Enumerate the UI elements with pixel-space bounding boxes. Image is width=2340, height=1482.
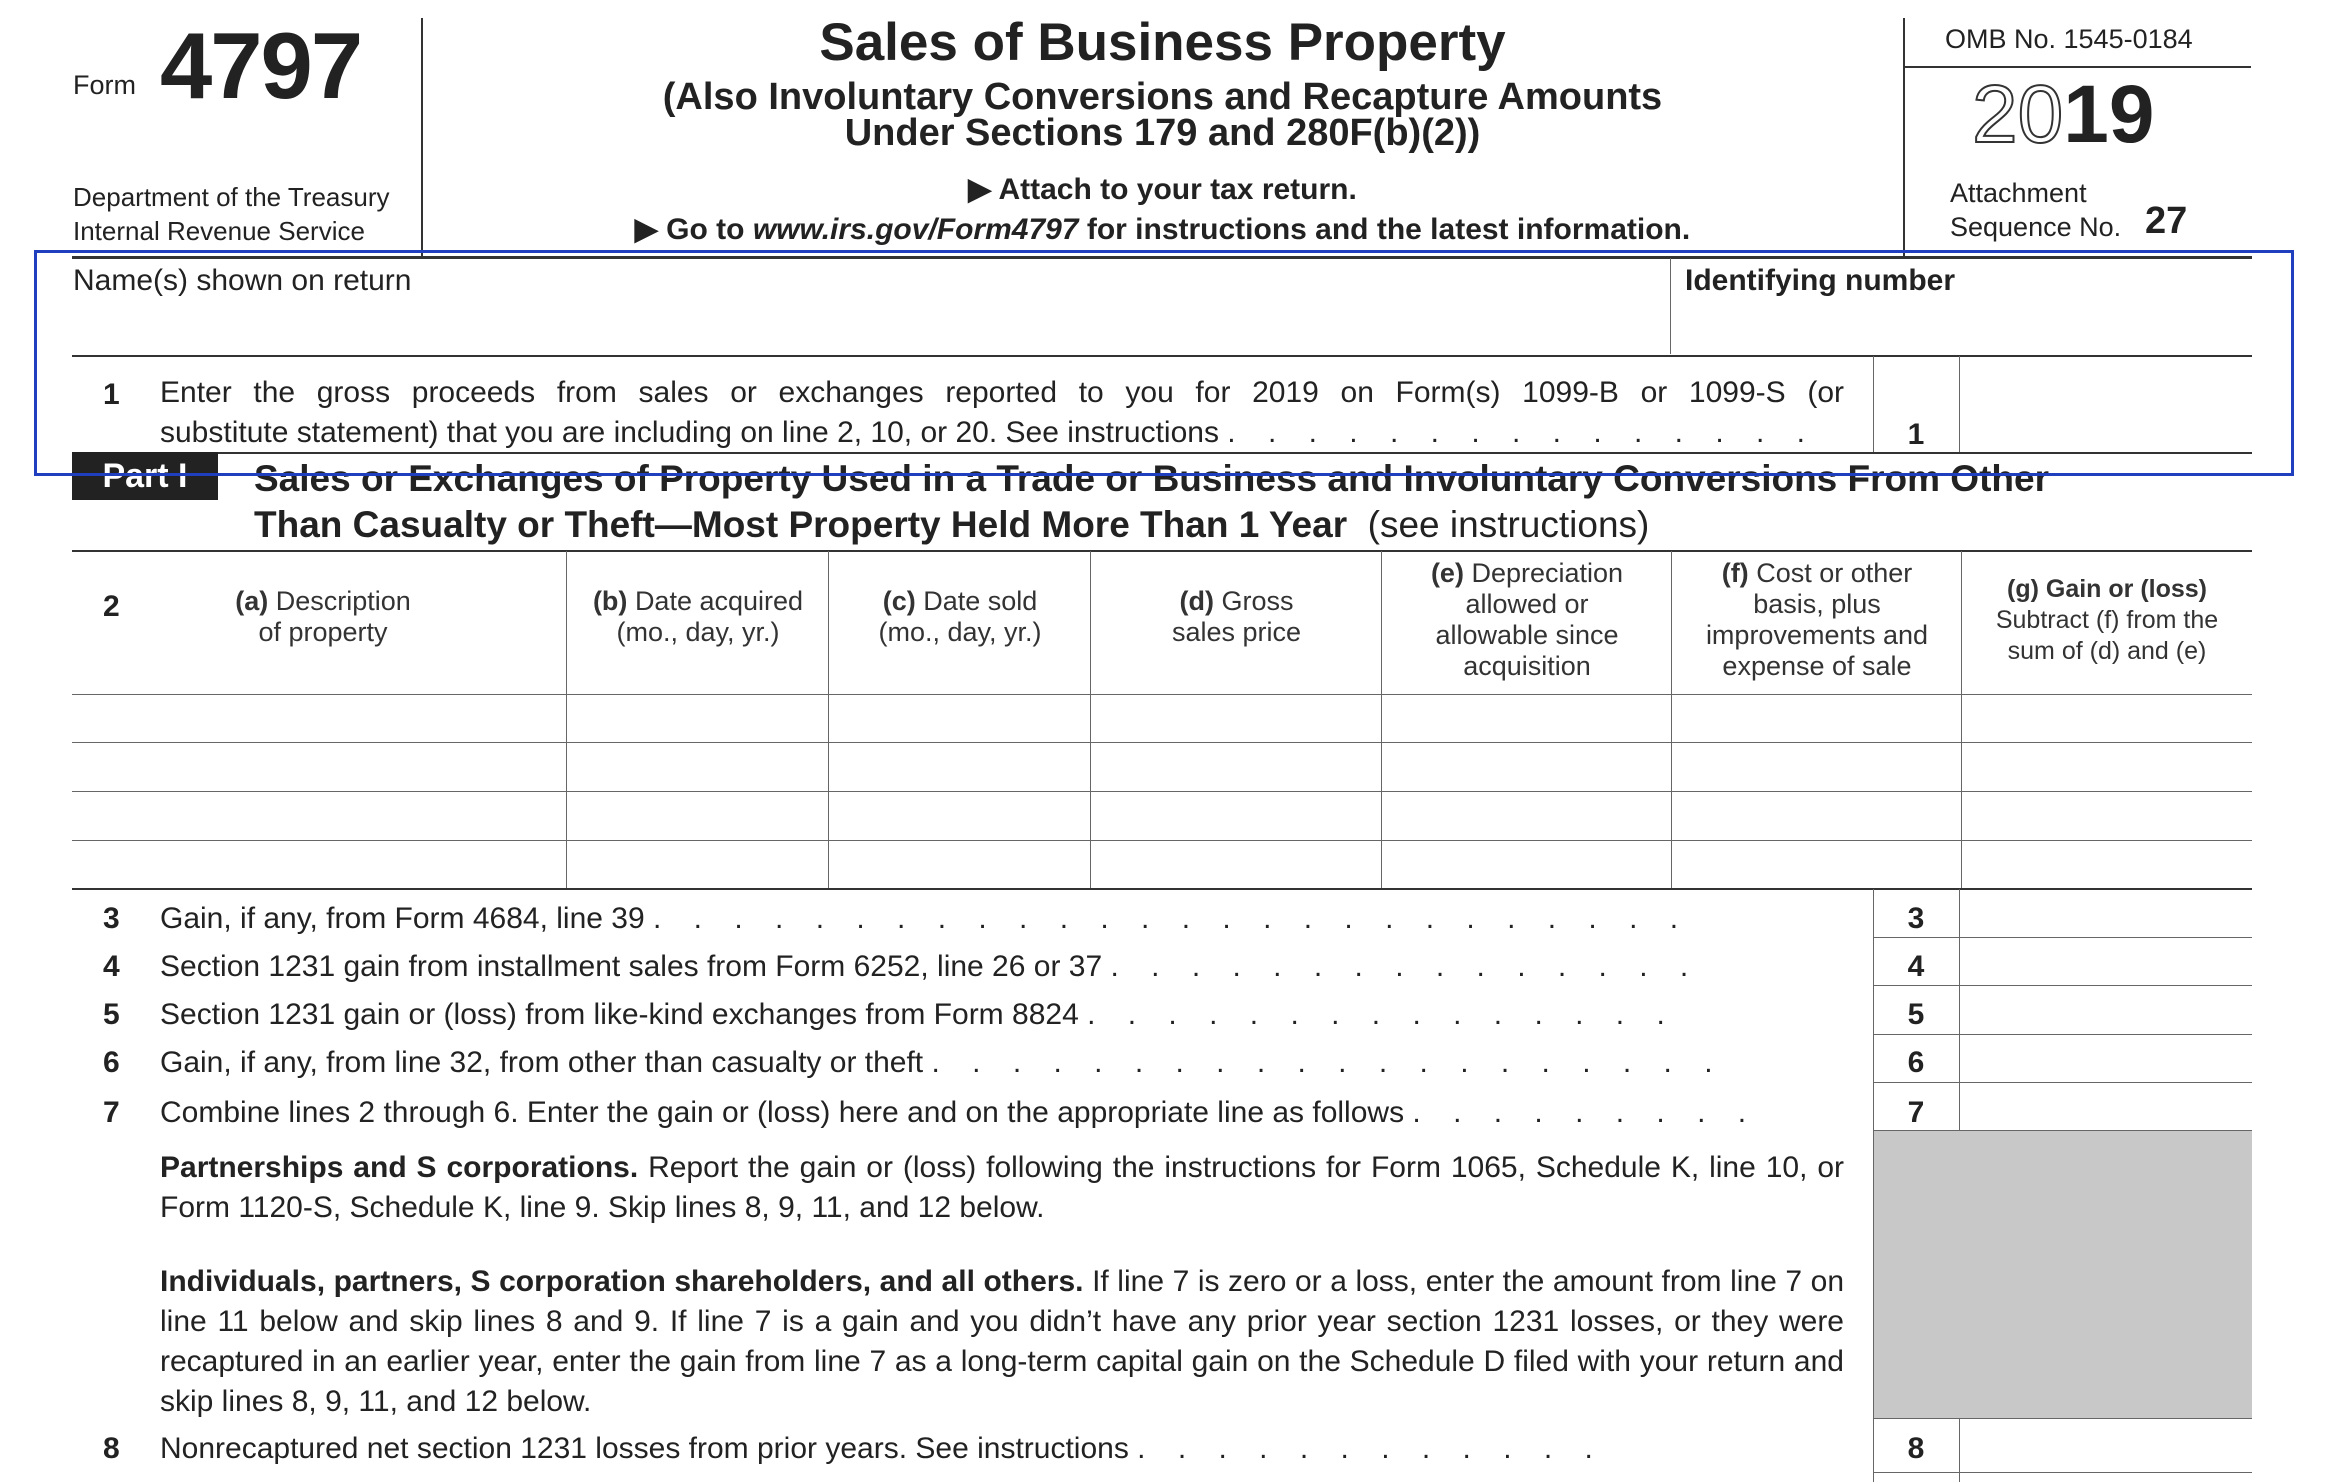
- cell-date-sold[interactable]: [830, 793, 1090, 839]
- line-6-amount[interactable]: [1961, 1036, 2252, 1082]
- cell-description[interactable]: [72, 744, 566, 790]
- form-number: 4797: [160, 13, 362, 118]
- tax-year: 2019: [1972, 69, 2155, 160]
- line-3-number: 3: [103, 902, 120, 935]
- line-1-text-cont: substitute statement) that you are including on line 2, 10, or 20. See instructions . . . . . . . . . . . . . . .: [160, 416, 1818, 449]
- cell-gross-sales[interactable]: [1092, 744, 1381, 790]
- line-1-number: 1: [103, 378, 120, 411]
- line-5-box: 5: [1907, 998, 1925, 1031]
- cell-description[interactable]: [72, 696, 566, 742]
- line-6-text: Gain, if any, from line 32, from other than casualty or theft . . . . . . . . . . . . . . . . . . . .: [160, 1046, 1725, 1079]
- line-7-amount[interactable]: [1961, 1084, 2252, 1130]
- part-1-title-cont: Than Casualty or Theft—Most Property Held More Than 1 Year (see instructions): [254, 504, 1650, 545]
- cell-gain-loss[interactable]: [1963, 696, 2252, 742]
- goto-instruction: ▶ Go to www.irs.gov/Form4797 for instructions and the latest information.: [634, 213, 1691, 246]
- identifying-number-label: Identifying number: [1685, 264, 1955, 297]
- individuals-instruction: Individuals, partners, S corporation shareholders, and all others. If line 7 is zero or a loss, enter the amount from line 7 on line 11 below and skip lines 8 and 9. If line 7 is a gain and you didn’t have any prior year section 1231 losses, or they were recaptured in an earlier year, enter the gain from line 7 as a long-term capital gain on the Schedule D filed with your return and skip lines 8, 9, 11, and 12 below.: [160, 1265, 1844, 1418]
- table-row: [72, 696, 2252, 742]
- line-4-amount[interactable]: [1961, 939, 2252, 985]
- column-header-b: (b) Date acquired (mo., day, yr.): [592, 586, 804, 647]
- department-label: Department of the Treasury: [73, 182, 390, 212]
- cell-date-acquired[interactable]: [568, 744, 828, 790]
- cell-gain-loss[interactable]: [1963, 842, 2252, 888]
- part-1-title: Sales or Exchanges of Property Used in a Trade or Business and Involuntary Conversions From Other: [254, 458, 2049, 499]
- cell-cost-basis[interactable]: [1673, 842, 1961, 888]
- line-8-text: Nonrecaptured net section 1231 losses from prior years. See instructions . . . . . . . . . . . .: [160, 1432, 1605, 1465]
- column-header-g: (g) Gain or (loss) Subtract (f) from the sum of (d) and (e): [1995, 575, 2219, 665]
- shaded-area: [1874, 1131, 2252, 1418]
- line-4-text: Section 1231 gain from installment sales from Form 6252, line 26 or 37 . . . . . . . . . . . . . . .: [160, 950, 1701, 983]
- line-4-number: 4: [103, 950, 120, 983]
- sequence-label: Sequence No.: [1950, 212, 2122, 242]
- line-7-number: 7: [103, 1096, 120, 1129]
- line-2-number: 2: [103, 590, 120, 623]
- line-7-box: 7: [1907, 1096, 1925, 1129]
- cell-gain-loss[interactable]: [1963, 793, 2252, 839]
- cell-gain-loss[interactable]: [1963, 744, 2252, 790]
- cell-gross-sales[interactable]: [1092, 842, 1381, 888]
- cell-cost-basis[interactable]: [1673, 744, 1961, 790]
- line-5-amount[interactable]: [1961, 987, 2252, 1034]
- table-row: [72, 744, 2252, 790]
- column-header-a: (a) Description of property: [235, 586, 411, 647]
- cell-depreciation[interactable]: [1383, 744, 1671, 790]
- table-row: [72, 842, 2252, 888]
- line-8-amount[interactable]: [1961, 1420, 2252, 1470]
- line-3-amount[interactable]: [1961, 890, 2252, 937]
- names-label: Name(s) shown on return: [73, 264, 412, 297]
- cell-description[interactable]: [72, 842, 566, 888]
- cell-depreciation[interactable]: [1383, 793, 1671, 839]
- cell-date-acquired[interactable]: [568, 842, 828, 888]
- part-1-badge: Part I: [72, 452, 218, 500]
- cell-date-acquired[interactable]: [568, 696, 828, 742]
- line-6-box: 6: [1907, 1046, 1925, 1079]
- column-header-f: (f) Cost or other basis, plus improvements and expense of sale: [1705, 558, 1929, 681]
- line-4-box: 4: [1907, 950, 1925, 983]
- cell-gross-sales[interactable]: [1092, 696, 1381, 742]
- column-header-d: (d) Gross sales price: [1171, 586, 1302, 647]
- omb-number: OMB No. 1545-0184: [1945, 24, 2193, 54]
- irs-label: Internal Revenue Service: [73, 216, 365, 246]
- cell-cost-basis[interactable]: [1673, 793, 1961, 839]
- sequence-number: 27: [2145, 200, 2188, 242]
- cell-gross-sales[interactable]: [1092, 793, 1381, 839]
- form-subtitle-2: Under Sections 179 and 280F(b)(2)): [844, 112, 1481, 154]
- irs-url-link[interactable]: www.irs.gov/Form4797: [752, 213, 1079, 246]
- line-6-number: 6: [103, 1046, 120, 1079]
- form-subtitle-1: (Also Involuntary Conversions and Recapture Amounts: [662, 76, 1663, 118]
- form-label: Form: [73, 70, 136, 100]
- cell-date-acquired[interactable]: [568, 793, 828, 839]
- line-1-box: 1: [1907, 418, 1925, 451]
- column-header-c: (c) Date sold (mo., day, yr.): [878, 586, 1042, 647]
- cell-date-sold[interactable]: [830, 696, 1090, 742]
- cell-date-sold[interactable]: [830, 842, 1090, 888]
- attach-instruction: ▶ Attach to your tax return.: [968, 173, 1357, 206]
- line-5-text: Section 1231 gain or (loss) from like-kind exchanges from Form 8824 . . . . . . . . . . . . . . .: [160, 998, 1677, 1031]
- attachment-label: Attachment: [1950, 178, 2087, 208]
- line-7-text: Combine lines 2 through 6. Enter the gain or (loss) here and on the appropriate line as follows . . . . . . . . .: [160, 1096, 1759, 1129]
- line-5-number: 5: [103, 998, 120, 1031]
- form-title: Sales of Business Property: [819, 13, 1506, 72]
- cell-date-sold[interactable]: [830, 744, 1090, 790]
- cell-cost-basis[interactable]: [1673, 696, 1961, 742]
- cell-depreciation[interactable]: [1383, 842, 1671, 888]
- line-8-number: 8: [103, 1432, 120, 1465]
- cell-depreciation[interactable]: [1383, 696, 1671, 742]
- table-row: [72, 793, 2252, 839]
- column-header-e: (e) Depreciation allowed or allowable since acquisition: [1430, 558, 1624, 681]
- line-3-text: Gain, if any, from Form 4684, line 39 . . . . . . . . . . . . . . . . . . . . . . . . . .: [160, 902, 1691, 935]
- cell-description[interactable]: [72, 793, 566, 839]
- partnerships-instruction: Partnerships and S corporations. Report the gain or (loss) following the instructions for Form 1065, Schedule K, line 10, or Form 1120-S, Schedule K, line 9. Skip lines 8, 9, 11, and 12 below.: [160, 1151, 1844, 1224]
- line-8-box: 8: [1907, 1432, 1925, 1465]
- line-3-box: 3: [1907, 902, 1925, 935]
- highlight-box: [34, 250, 2294, 476]
- line-1-text: Enter the gross proceeds from sales or exchanges reported to you for 2019 on Form(s) 1099-B or 1099-S (or: [160, 376, 1844, 409]
